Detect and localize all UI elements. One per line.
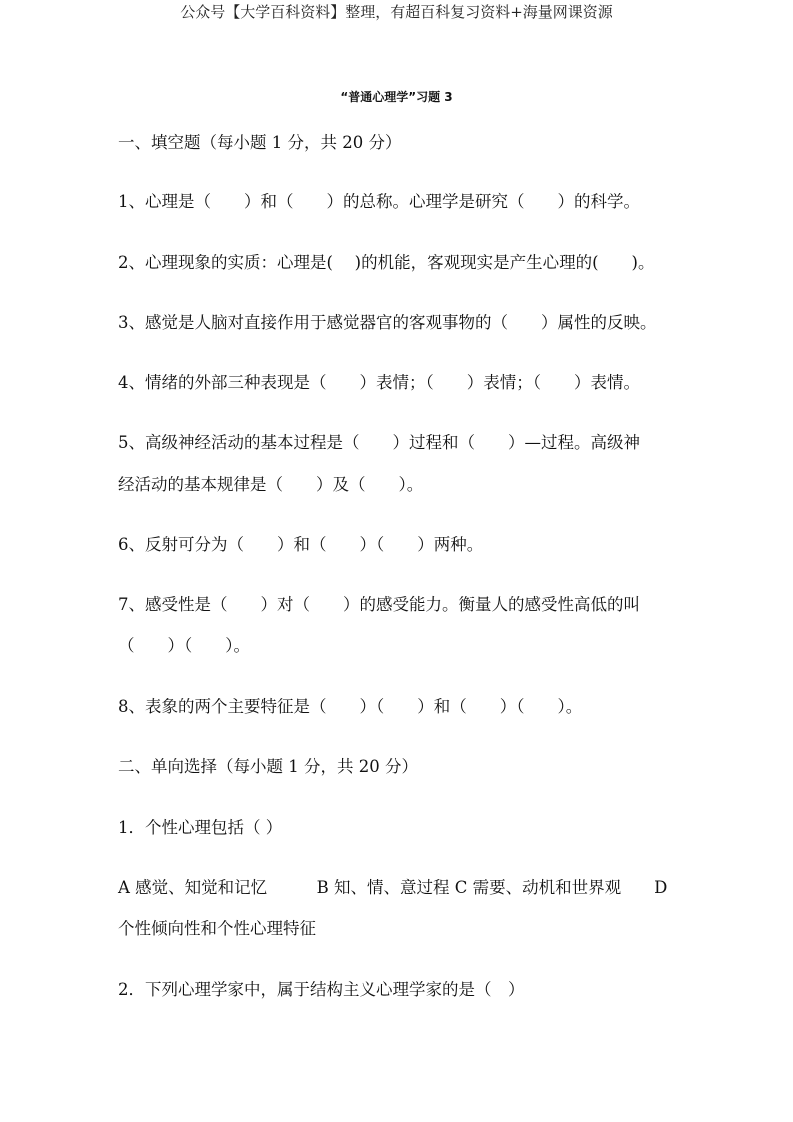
question-line: （ ）（ ）。	[118, 636, 250, 655]
options-line: 个性倾向性和个性心理特征	[118, 919, 316, 938]
question-line: 8、表象的两个主要特征是（ ）（ ）和（ ）（ ）。	[118, 697, 583, 716]
page-header: 公众号【大学百科资料】整理，有超百科复习资料+海量网课资源	[180, 3, 613, 21]
question-line: 6、反射可分为（ ）和（ ）（ ）两种。	[118, 535, 484, 554]
document-title: “普通心理学”习题 3	[340, 90, 453, 104]
section-heading: 二、单向选择（每小题 1 分，共 20 分）	[118, 757, 418, 776]
question-line: 4、情绪的外部三种表现是（ ）表情；（ ）表情；（ ）表情。	[118, 373, 640, 392]
question-line: 7、感受性是（ ）对（ ）的感受能力。衡量人的感受性高低的叫	[118, 595, 640, 614]
question-line: 2．下列心理学家中，属于结构主义心理学家的是（ ）	[118, 980, 525, 999]
question-line: 1．个性心理包括（ ）	[118, 818, 283, 837]
options-line: A 感觉、知觉和记忆 B 知、情、意过程 C 需要、动机和世界观 D	[118, 878, 668, 897]
question-line: 经活动的基本规律是（ ）及（ ）。	[118, 475, 424, 494]
question-line: 5、高级神经活动的基本过程是（ ）过程和（ ）—过程。高级神	[118, 433, 640, 452]
question-line: 1、心理是（ ）和（ ）的总称。心理学是研究（ ）的科学。	[118, 192, 640, 211]
section-heading: 一、填空题（每小题 1 分，共 20 分）	[118, 133, 402, 152]
question-line: 3、感觉是人脑对直接作用于感觉器官的客观事物的（ ）属性的反映。	[118, 313, 657, 332]
question-line: 2、心理现象的实质：心理是( )的机能，客观现实是产生心理的( )。	[118, 253, 655, 272]
